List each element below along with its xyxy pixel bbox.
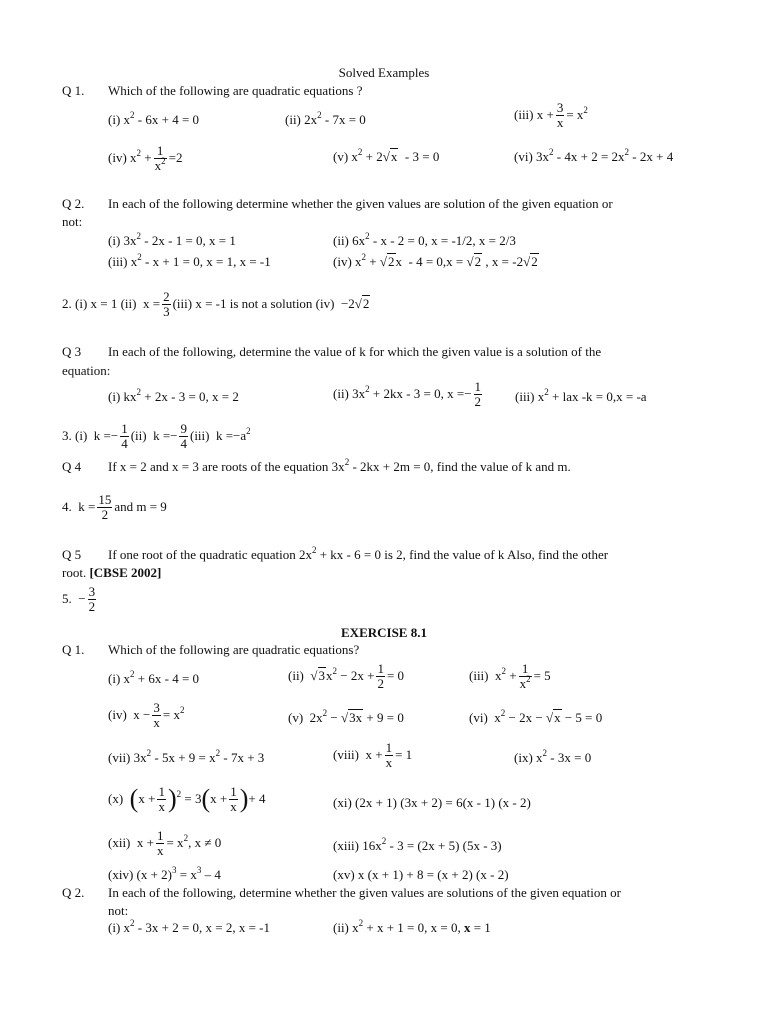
q2-text-line1: In each of the following determine whether the given values are solution of the given equation or bbox=[108, 196, 613, 211]
q2-text-line2: not: bbox=[62, 214, 83, 229]
q2-part-i: (i) $3x^2 - 2x - 1 = 0$, x = 1 bbox=[108, 231, 236, 248]
q4-label: Q 4 bbox=[62, 459, 82, 474]
ex-q2-part-i: (i) $x^2 - 3x + 2 = 0$, x = 2, x = -1 bbox=[108, 918, 271, 935]
q1-part-ii: (ii) $2x^2 - 7x = 0$ bbox=[285, 110, 366, 127]
q2-part-ii: (ii) $6x^2 - x - 2 = 0$, x = -1/2, x = 2/3 bbox=[333, 231, 516, 248]
q1-part-v: (v) $x^2 + 2√x - 3 = 0$ bbox=[333, 147, 440, 164]
ex-q1-part-xiii: (xiii) $16x^2 - 3 = (2x + 5)$ (5x - 3) bbox=[333, 836, 502, 853]
ex-q1-part-vi: (vi) $x^2 - 2x - √x - 5 = 0$ bbox=[469, 708, 603, 725]
q3-text-line1: In each of the following, determine the value of k for which the given value is a solution of the bbox=[108, 344, 602, 359]
ex-q1-part-xiv: (xiv) $(x + 2)^3 = x^3 - 4$ bbox=[108, 865, 221, 882]
exercise-title: EXERCISE 8.1 bbox=[341, 625, 427, 640]
ex-q1-part-viii: (viii) x + $\frac{1}{x}$ = 1 bbox=[333, 740, 413, 771]
ex-q2-text-line1: In each of the following, determine whether the given values are solutions of the given equation or bbox=[108, 885, 621, 900]
ex-q1-part-i: (i) $x^2 + 6x - 4 = 0$ bbox=[108, 669, 200, 686]
q2-label: Q 2. bbox=[62, 196, 85, 211]
answer-3: 3. (i) k =− $\frac{1}{4}$ (ii) k =− $\frac{9}{4}$ (iii) $k =-a^2$ bbox=[62, 421, 251, 452]
q2-part-iv: (iv) $x^2 + √2x - 4 = 0,x = √2$ , x = -2√2 bbox=[333, 252, 538, 269]
answer-2: 2. (i) x = 1 (ii) x = $\frac{2}{3}$ (iii) x = -1 is not a solution (iv) −2√2 bbox=[62, 289, 370, 320]
ex-q1-part-x: (x) (x + $\frac{1}{x}$ )$^2$ = 3(x + $\frac{1}{x}$ )+ 4 bbox=[108, 784, 266, 815]
ex-q2-part-ii: (ii) $x^2 + x + 1 = 0$, x = 0, x = 1 bbox=[333, 918, 491, 935]
q2-part-iii: (iii) $x^2 - x + 1 = 0$, x = 1, x = -1 bbox=[108, 252, 271, 269]
q3-part-i: (i) $kx^2 + 2x - 3 = 0$, x = 2 bbox=[108, 387, 239, 404]
ex-q1-part-ix: (ix) $x^2 - 3x = 0$ bbox=[514, 748, 592, 765]
ex-q2-text-line2: not: bbox=[108, 903, 129, 918]
q5-source: [CBSE 2002] bbox=[89, 565, 162, 580]
q1-label: Q 1. bbox=[62, 83, 85, 98]
page-title: Solved Examples bbox=[338, 65, 430, 80]
ex-q1-part-iv: (iv) x − $\frac{3}{x}$ = $x^2$ bbox=[108, 700, 185, 731]
q3-part-iii: (iii) $x^2$ + lax -k = 0,x = -a bbox=[515, 387, 647, 404]
q4-text: If x = 2 and x = 3 are roots of the equation $3x^2 - 2kx + 2m = 0$, find the value of k and m. bbox=[108, 457, 571, 474]
q3-text-line2: equation: bbox=[62, 363, 111, 378]
q1-part-i: (i) $x^2 - 6x + 4 = 0$ bbox=[108, 110, 200, 127]
answer-5: 5. − $\frac{3}{2}$ bbox=[62, 584, 96, 615]
q1-text: Which of the following are quadratic equations ? bbox=[108, 83, 363, 98]
answer-4: 4. k = $\frac{15}{2}$ and m = 9 bbox=[62, 492, 167, 523]
ex-q1-part-xi: (xi) (2x + 1) (3x + 2) = 6(x - 1) (x - 2) bbox=[333, 795, 531, 810]
ex-q1-part-xv: (xv) x (x + 1) + 8 = (x + 2) (x - 2) bbox=[333, 867, 509, 882]
q5-text-line1: If one root of the quadratic equation $2x^2$ + kx - 6 = 0 is 2, find the value of k Also, find the other bbox=[108, 545, 609, 562]
ex-q1-label: Q 1. bbox=[62, 642, 85, 657]
ex-q1-part-v: (v) $2x^2 - √3x + 9 = 0$ bbox=[288, 708, 404, 725]
ex-q1-text: Which of the following are quadratic equations? bbox=[108, 642, 360, 657]
ex-q1-part-iii: (iii) $x^2$ + $\frac{1}{x^2}$ = 5 bbox=[469, 661, 551, 692]
q1-part-vi: (vi) $3x^2 - 4x + 2 = 2x^2 - 2x + 4$ bbox=[514, 147, 674, 164]
ex-q1-part-xii: (xii) x + $\frac{1}{x}$ = $x^2$, x ≠ 0 bbox=[108, 828, 222, 859]
q1-part-iii: (iii) x + $\frac{3}{x}$ = $x^2$ bbox=[514, 100, 588, 131]
ex-q2-label: Q 2. bbox=[62, 885, 85, 900]
q3-label: Q 3 bbox=[62, 344, 82, 359]
ex-q1-part-ii: (ii) $√3x^2 - 2x$ + $\frac{1}{2}$ = 0 bbox=[288, 661, 405, 692]
ex-q1-part-vii: (vii) $3x^2 - 5x + 9 = x^2 - 7x + 3$ bbox=[108, 748, 265, 765]
q5-label: Q 5 bbox=[62, 547, 82, 562]
q1-part-iv: (iv) $x^2$ + $\frac{1}{x^2}$ =2 bbox=[108, 143, 183, 174]
q3-part-ii: (ii) $3x^2 + 2kx - 3 = 0$, x =− $\frac{1}{2}$ bbox=[333, 379, 482, 410]
q5-text-line2: root. [CBSE 2002] bbox=[62, 565, 162, 580]
